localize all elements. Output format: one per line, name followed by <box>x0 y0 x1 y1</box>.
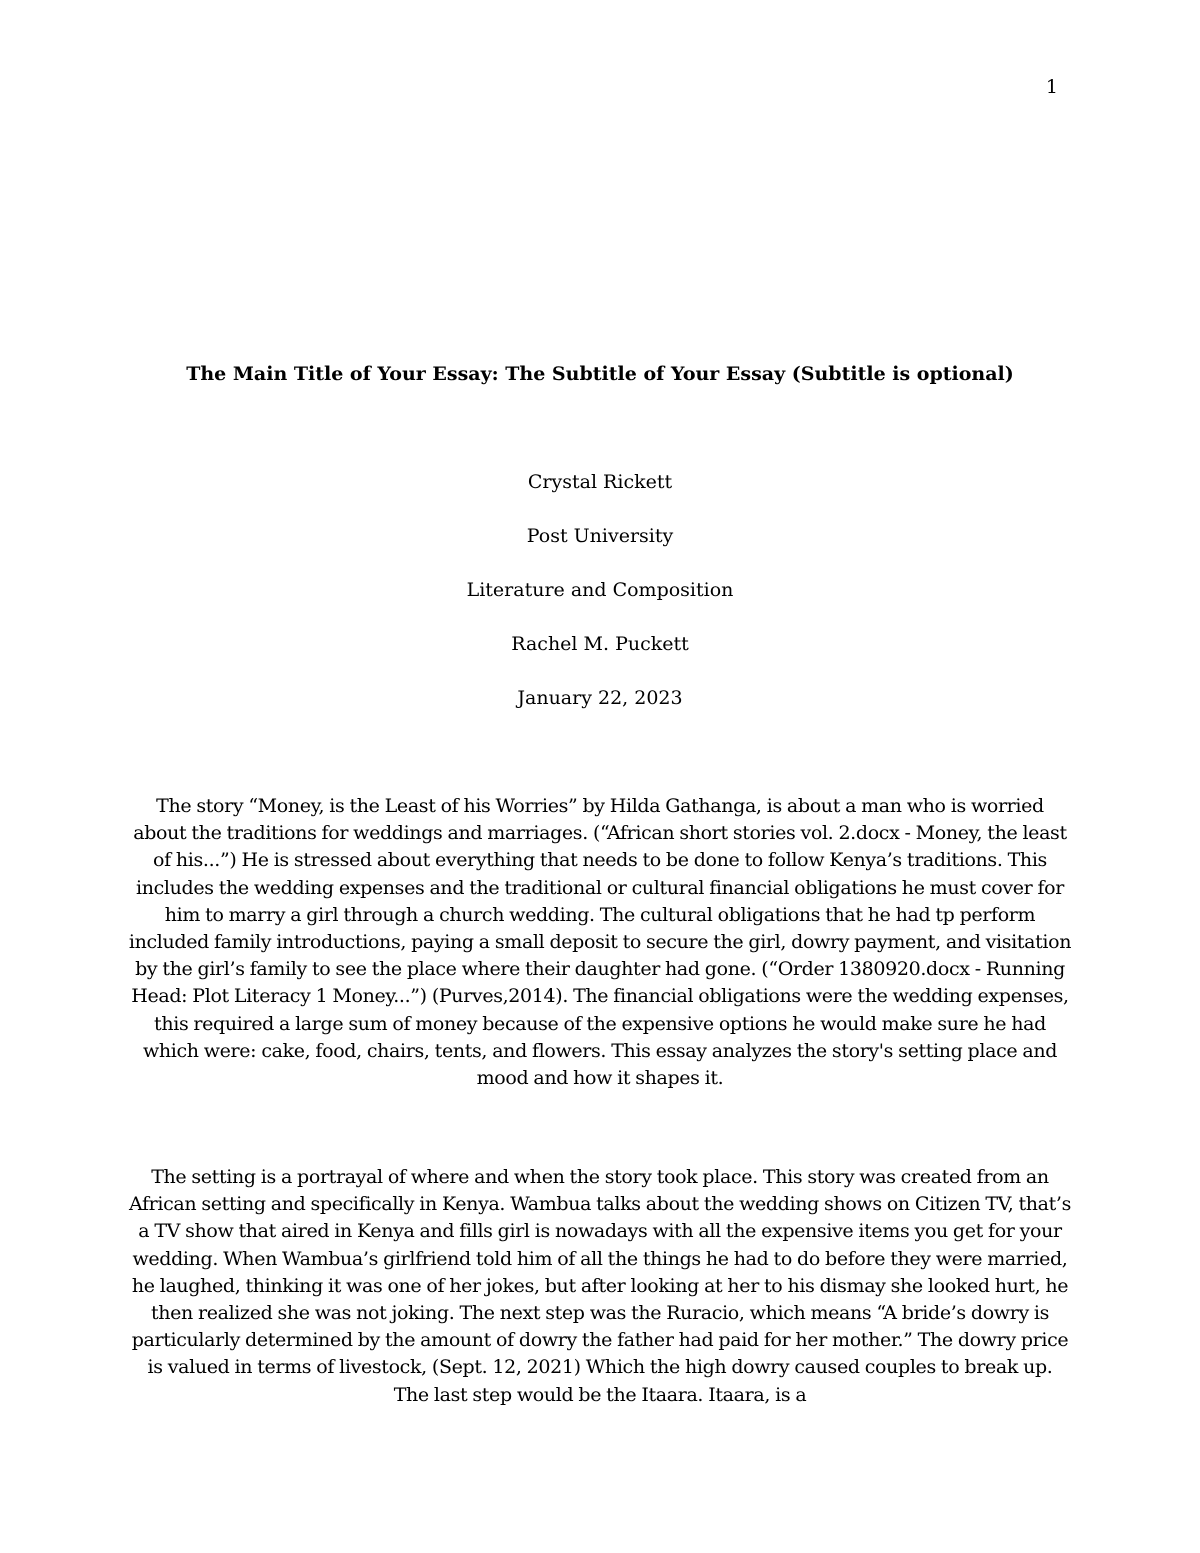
course-name: Literature and Composition <box>466 579 734 601</box>
body-paragraph-2: The setting is a portrayal of where and when the story took place. This story was created from an African setting and specifically in Kenya. Wambua talks about the wedding shows on Citizen TV, that’s a TV show that aired in Kenya and fills girl is nowadays with all the expensive items you get for your wedding. When Wambua’s girlfriend told him of all the things he had to do before they were married, he laughed, thinking it was one of her jokes, but after looking at her to his dismay she looked hurt, he then realized she was not joking. The next step was the Ruracio, which means “A bride’s dowry is particularly determined by the amount of dowry the father had paid for her mother.” The dowry price is valued in terms of livestock, (Sept. 12, 2021) Which the high dowry caused couples to break up. The last step would be the Itaara. Itaara, is a <box>128 1166 1072 1406</box>
title-page-info <box>200 470 1000 740</box>
instructor-name: Rachel M. Puckett <box>511 633 689 655</box>
page-number: 1 <box>1045 76 1058 98</box>
essay-title: The Main Title of Your Essay: The Subtitle of Your Essay (Subtitle is optional) <box>186 363 1014 385</box>
body-paragraph-1: The story “Money, is the Least of his Worries” by Hilda Gathanga, is about a man who is worried about the traditions for weddings and marriages. (“African short stories vol. 2.docx - Money, the least of his...”) He is stressed about everything that needs to be done to follow Kenya’s traditions. This includes the wedding expenses and the traditional or cultural financial obligations he must cover for him to marry a girl through a church wedding. The cultural obligations that he had tp perform included family introductions, paying a small deposit to secure the girl, dowry payment, and visitation by the girl’s family to see the place where their daughter had gone. (“Order 1380920.docx - Running Head: Plot Literacy 1 Money...”) (Purves,2014). The financial obligations were the wedding expenses, this required a large sum of money because of the expensive options he would make sure he had which were: cake, food, chairs, tents, and flowers. This essay analyzes the story's setting place and mood and how it shapes it. <box>128 795 1072 1090</box>
author-name: Crystal Rickett <box>527 471 673 493</box>
institution-name: Post University <box>526 525 674 547</box>
submission-date: January 22, 2023 <box>517 687 683 709</box>
